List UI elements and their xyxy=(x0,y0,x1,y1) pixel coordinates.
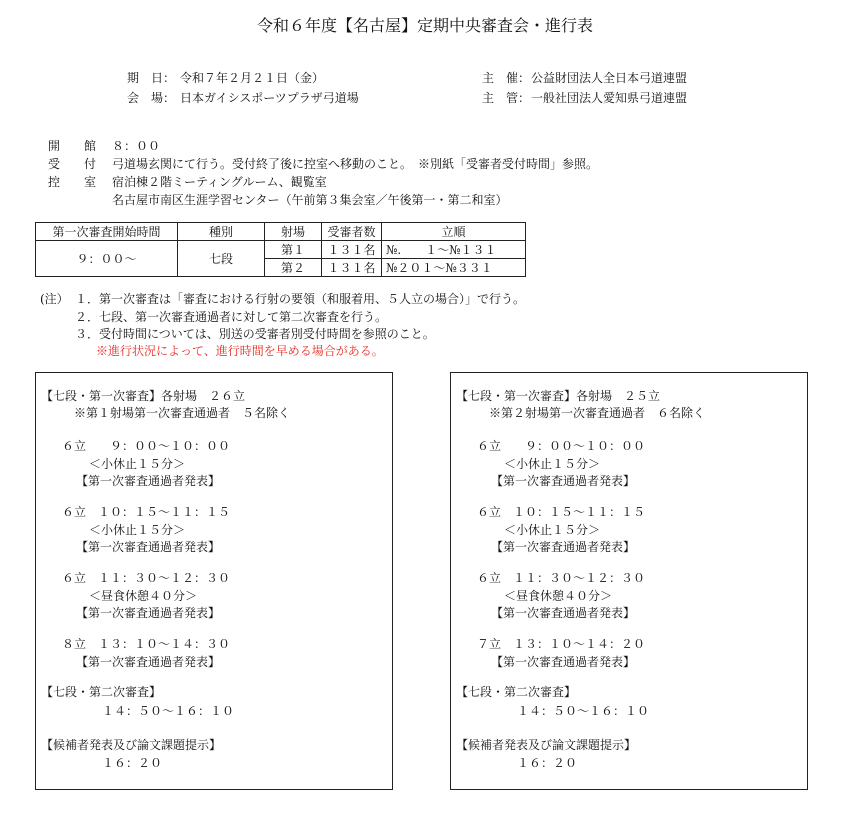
left-schedule-box xyxy=(35,372,393,790)
count-cell: １３１名 xyxy=(322,259,382,277)
second-exam-heading: 【七段・第二次審査】 xyxy=(41,685,162,699)
result-announce: 【第一次審査通過者発表】 xyxy=(76,655,221,669)
break-note: ＜小休止１５分＞ xyxy=(504,523,601,537)
final-time: １６：２０ xyxy=(102,756,163,770)
result-announce: 【第一次審査通過者発表】 xyxy=(76,540,221,554)
note-item: １．第一次審査は「審査における行射の要領（和服着用、５人立の場合）」で行う。 xyxy=(75,292,526,306)
second-exam-time: １４：５０～１６：１０ xyxy=(102,704,235,718)
table-header: 種別 xyxy=(178,223,265,241)
break-note: ＜昼食休憩４０分＞ xyxy=(504,589,613,603)
venue-value: 日本ガイシスポーツプラザ弓道場 xyxy=(180,91,359,105)
waiting-value-1: 宿泊棟２階ミーティングルーム、観覧室 xyxy=(112,175,327,189)
note-item: ３．受付時間については、別送の受審者別受付時間を参照のこと。 xyxy=(75,327,435,341)
final-heading: 【候補者発表及び論文課題提示】 xyxy=(456,738,637,752)
break-note: ＜小休止１５分＞ xyxy=(89,523,186,537)
host-value: 公益財団法人全日本弓道連盟 xyxy=(531,71,688,85)
manager-label: 主 管： xyxy=(482,91,531,105)
box-exclusion: ※第１射場第一次審査通過者 ５名除く xyxy=(74,406,291,420)
time-slot: ８立 １３：１０～１４：３０ xyxy=(62,637,231,651)
break-note: ＜小休止１５分＞ xyxy=(89,457,186,471)
range-cell: 第１ xyxy=(265,241,322,259)
date-value: 令和７年２月２１日（金） xyxy=(180,71,325,85)
box-exclusion: ※第２射場第一次審査通過者 ６名除く xyxy=(489,406,706,420)
note-item: ２．七段、第一次審査通過者に対して第二次審査を行う。 xyxy=(75,310,388,324)
category-cell: 七段 xyxy=(178,241,265,277)
time-slot: ６立 １０：１５～１１：１５ xyxy=(62,505,231,519)
final-heading: 【候補者発表及び論文課題提示】 xyxy=(41,738,222,752)
table-header: 立順 xyxy=(382,223,526,241)
host-label: 主 催： xyxy=(482,71,531,85)
table-header: 射場 xyxy=(265,223,322,241)
break-note: ＜小休止１５分＞ xyxy=(504,457,601,471)
right-schedule-box xyxy=(450,372,808,790)
table-header: 受審者数 xyxy=(322,223,382,241)
count-cell: １３１名 xyxy=(322,241,382,259)
final-time: １６：２０ xyxy=(517,756,578,770)
box-heading: 【七段・第一次審査】各射場 ２５立 xyxy=(456,389,661,403)
result-announce: 【第一次審査通過者発表】 xyxy=(491,540,636,554)
time-slot: ６立 １０：１５～１１：１５ xyxy=(477,505,646,519)
result-announce: 【第一次審査通過者発表】 xyxy=(491,474,636,488)
order-cell: №２０１～№３３１ xyxy=(382,259,526,277)
notes-prefix: (注） xyxy=(40,292,69,306)
open-label: 開 館 xyxy=(48,139,97,153)
time-slot: ６立 ９：００～１０：００ xyxy=(477,439,646,453)
order-cell: №. １～№１３１ xyxy=(382,241,526,259)
table-row xyxy=(36,241,526,259)
venue-label: 会 場： xyxy=(127,91,176,105)
manager-value: 一般社団法人愛知県弓道連盟 xyxy=(531,91,688,105)
time-slot: ７立 １３：１０～１４：２０ xyxy=(477,637,646,651)
schedule-table xyxy=(35,222,526,277)
result-announce: 【第一次審査通過者発表】 xyxy=(491,606,636,620)
result-announce: 【第一次審査通過者発表】 xyxy=(491,655,636,669)
date-label: 期 日： xyxy=(127,71,176,85)
warning-note: ※進行状況によって、進行時間を早める場合がある。 xyxy=(96,344,384,358)
reception-label: 受 付 xyxy=(48,157,97,171)
page-title: 令和６年度【名古屋】定期中央審査会・進行表 xyxy=(256,16,593,35)
start-time-cell: ９：００～ xyxy=(36,241,178,277)
table-header: 第一次審査開始時間 xyxy=(36,223,178,241)
result-announce: 【第一次審査通過者発表】 xyxy=(76,606,221,620)
result-announce: 【第一次審査通過者発表】 xyxy=(76,474,221,488)
open-value: ８：００ xyxy=(112,139,161,153)
break-note: ＜昼食休憩４０分＞ xyxy=(89,589,198,603)
time-slot: ６立 １１：３０～１２：３０ xyxy=(477,571,646,585)
waiting-value-2: 名古屋市南区生涯学習センター（午前第３集会室／午後第一・第二和室） xyxy=(112,193,508,207)
box-heading: 【七段・第一次審査】各射場 ２６立 xyxy=(41,389,246,403)
waiting-label: 控 室 xyxy=(48,175,97,189)
second-exam-heading: 【七段・第二次審査】 xyxy=(456,685,577,699)
time-slot: ６立 １１：３０～１２：３０ xyxy=(62,571,231,585)
time-slot: ６立 ９：００～１０：００ xyxy=(62,439,231,453)
reception-value: 弓道場玄関にて行う。受付終了後に控室へ移動のこと。 ※別紙「受審者受付時間」参照。 xyxy=(112,157,599,171)
second-exam-time: １４：５０～１６：１０ xyxy=(517,704,650,718)
table-header-row xyxy=(36,223,526,241)
range-cell: 第２ xyxy=(265,259,322,277)
